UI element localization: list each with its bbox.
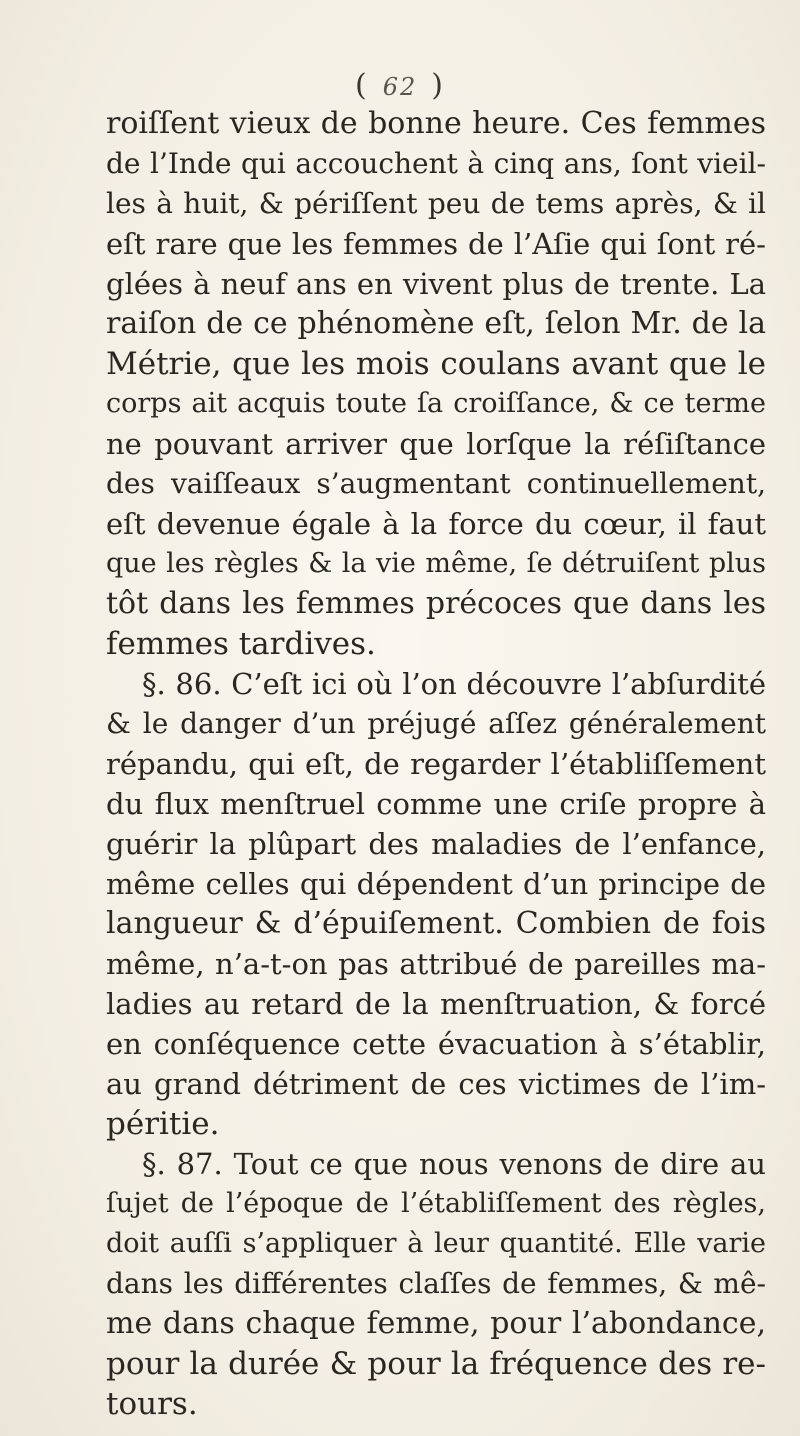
text-line: Métrie, que les mois coulans avant que le xyxy=(106,346,766,382)
text-line: même celles qui dépendent d’un principe de xyxy=(106,867,766,901)
body-text xyxy=(106,104,766,1424)
text-line: tours. xyxy=(106,1386,198,1422)
text-line: tôt dans les femmes précoces que dans les xyxy=(106,586,766,621)
text-line: raiſon de ce phénomène eſt, ſelon Mr. de la xyxy=(106,306,766,341)
text-line: ne pouvant arriver que lorſque la réſiſtance xyxy=(106,427,766,461)
text-line: me dans chaque femme, pour l’abondance, xyxy=(106,1306,766,1341)
text-line: des vaiſſeaux s’augmentant continuellement, xyxy=(106,467,766,500)
text-line: eſt rare que les femmes de l’Aſie qui ſont ré- xyxy=(106,227,766,261)
text-line: les à huit, & périſſent peu de tems après, & il xyxy=(106,187,766,220)
text-line: eſt devenue égale à la force du cœur, il faut xyxy=(106,507,766,541)
text-line: répandu, qui eſt, de regarder l’établiſſement xyxy=(106,747,766,781)
text-line: ladies au retard de la menſtruation, & forcé xyxy=(106,987,766,1021)
text-line: doit auſſi s’appliquer à leur quantité. Elle varie xyxy=(106,1228,766,1259)
text-line: ſujet de l’époque de l’établiſſement des règles, xyxy=(106,1188,766,1219)
page-number-close-paren: ) xyxy=(431,68,445,103)
text-line: péritie. xyxy=(106,1106,220,1142)
paragraph-87-start: §. 87. Tout ce que nous venons de dire au xyxy=(142,1147,766,1181)
text-line: même, n’a-t-on pas attribué de pareilles ma- xyxy=(106,947,766,981)
text-line: & le danger d’un préjugé aſſez généralement xyxy=(106,707,766,740)
text-line: femmes tardives. xyxy=(106,626,376,662)
text-line: langueur & d’épuiſement. Combien de fois xyxy=(106,906,766,941)
text-line: au grand détriment de ces victimes de l’im- xyxy=(106,1067,766,1101)
text-line: glées à neuf ans en vivent plus de trente. La xyxy=(106,267,766,301)
page-number-open-paren: ( xyxy=(355,68,369,103)
page-number xyxy=(0,68,800,103)
text-line: pour la durée & pour la fréquence des re- xyxy=(106,1346,766,1382)
page-number-value: 62 xyxy=(382,73,418,101)
text-line: dans les différentes claſſes de femmes, & mê- xyxy=(106,1267,766,1300)
text-line: du flux menſtruel comme une criſe propre à xyxy=(106,787,766,821)
paragraph-86-start: §. 86. C’eſt ici où l’on découvre l’abſurdité xyxy=(142,667,766,701)
text-line: de l’Inde qui accouchent à cinq ans, ſont vieil- xyxy=(106,147,766,180)
text-line: en conſéquence cette évacuation à s’établir, xyxy=(106,1027,766,1061)
text-line: guérir la plûpart des maladies de l’enfance, xyxy=(106,827,766,861)
text-line: roiſſent vieux de bonne heure. Ces femmes xyxy=(106,106,766,141)
text-line: que les règles & la vie même, ſe détruiſent plus xyxy=(106,548,766,579)
text-line: corps ait acquis toute ſa croiſſance, & ce terme xyxy=(106,388,766,419)
